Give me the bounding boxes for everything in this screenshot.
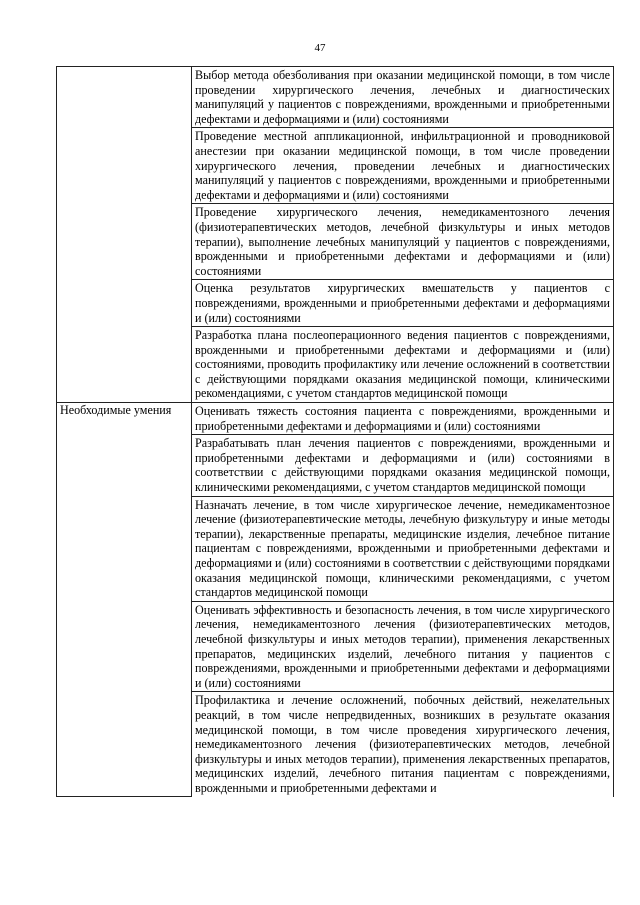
- skill-cell: Оценивать эффективность и безопасность лечения, в том числе хирургического лечения, немедикаментозного лечения (физиотерапевтических методов, лечебной физкультуры и иных методов терапии), применения лекарственных препаратов, медицинских изделий, лечебного питания у пациентов с повреждениями, врожденными и приобретенными дефектами и деформациями и (или) состояниями: [192, 601, 614, 692]
- skills-label-cell: [57, 403, 192, 797]
- skill-cell: Профилактика и лечение осложнений, побочных действий, нежелательных реакций, в том числе непредвиденных, возникших в результате оказания медицинской помощи, в том числе проведения хирургического лечения, немедикаментозного лечения (физиотерапевтических методов, лечебной физкультуры и иных методов терапии), применения лекарственных препаратов, медицинских изделий, лечебного питания пациентам с повреждениями, врожденными и приобретенными дефектами и: [192, 692, 614, 797]
- skill-cell: Назначать лечение, в том числе хирургическое лечение, немедикаментозное лечение (физиотерапевтические методы, лечебную физкультуру и иные методы терапии), лекарственные препараты, медицинские изделия, лечебное питание пациентам с повреждениями, врожденными и приобретенными дефектами и деформациями и (или) состояниями в соответствии с действующими порядками оказания медицинской помощи, клиническими рекомендациями, с учетом стандартов медицинской помощи: [192, 496, 614, 601]
- action-cell: Проведение местной аппликационной, инфильтрационной и проводниковой анестезии при оказании медицинской помощи, в том числе проведении хирургического лечения, проведении лечебных и диагностических манипуляций у пациентов с повреждениями, врожденными и приобретенными дефектами и деформациями и (или) состояниями: [192, 128, 614, 204]
- skill-cell: Разрабатывать план лечения пациентов с повреждениями, врожденными и приобретенными дефектами и деформациями и (или) состояниями в соответствии с действующими порядками оказания медицинской помощи, клиническими рекомендациями, с учетом стандартов медицинской помощи: [192, 435, 614, 496]
- action-cell: Выбор метода обезболивания при оказании медицинской помощи, в том числе проведении хирургического лечения, лечебных и диагностических манипуляций у пациентов с повреждениями, врожденными и приобретенными дефектами и деформациями и (или) состояниями: [192, 67, 614, 128]
- table-row: [57, 403, 614, 435]
- action-cell: Разработка плана послеоперационного ведения пациентов с повреждениями, врожденными и приобретенными дефектами и деформациями и (или) состояниями, проводить профилактику или лечение осложнений в соответствии с действующими порядками оказания медицинской помощи, клиническими рекомендациями, с учетом стандартов медицинской помощи: [192, 327, 614, 403]
- skills-label: Необходимые умения: [60, 403, 172, 418]
- empty-label-cell: [57, 67, 192, 403]
- table-row: [57, 67, 614, 128]
- action-cell: Проведение хирургического лечения, немедикаментозного лечения (физиотерапевтических методов, лечебной физкультуры и иных методов терапии), выполнение лечебных манипуляций у пациентов с повреждениями, врожденными и приобретенными дефектами и деформациями и (или) состояниями: [192, 204, 614, 280]
- page-number: 47: [314, 42, 326, 54]
- skill-cell: Оценивать тяжесть состояния пациента с повреждениями, врожденными и приобретенными дефектами и деформациями и (или) состояниями: [192, 403, 614, 435]
- action-cell: Оценка результатов хирургических вмешательств у пациентов с повреждениями, врожденными и приобретенными дефектами и деформациями и (или) состояниями: [192, 280, 614, 327]
- competency-table: [56, 66, 614, 797]
